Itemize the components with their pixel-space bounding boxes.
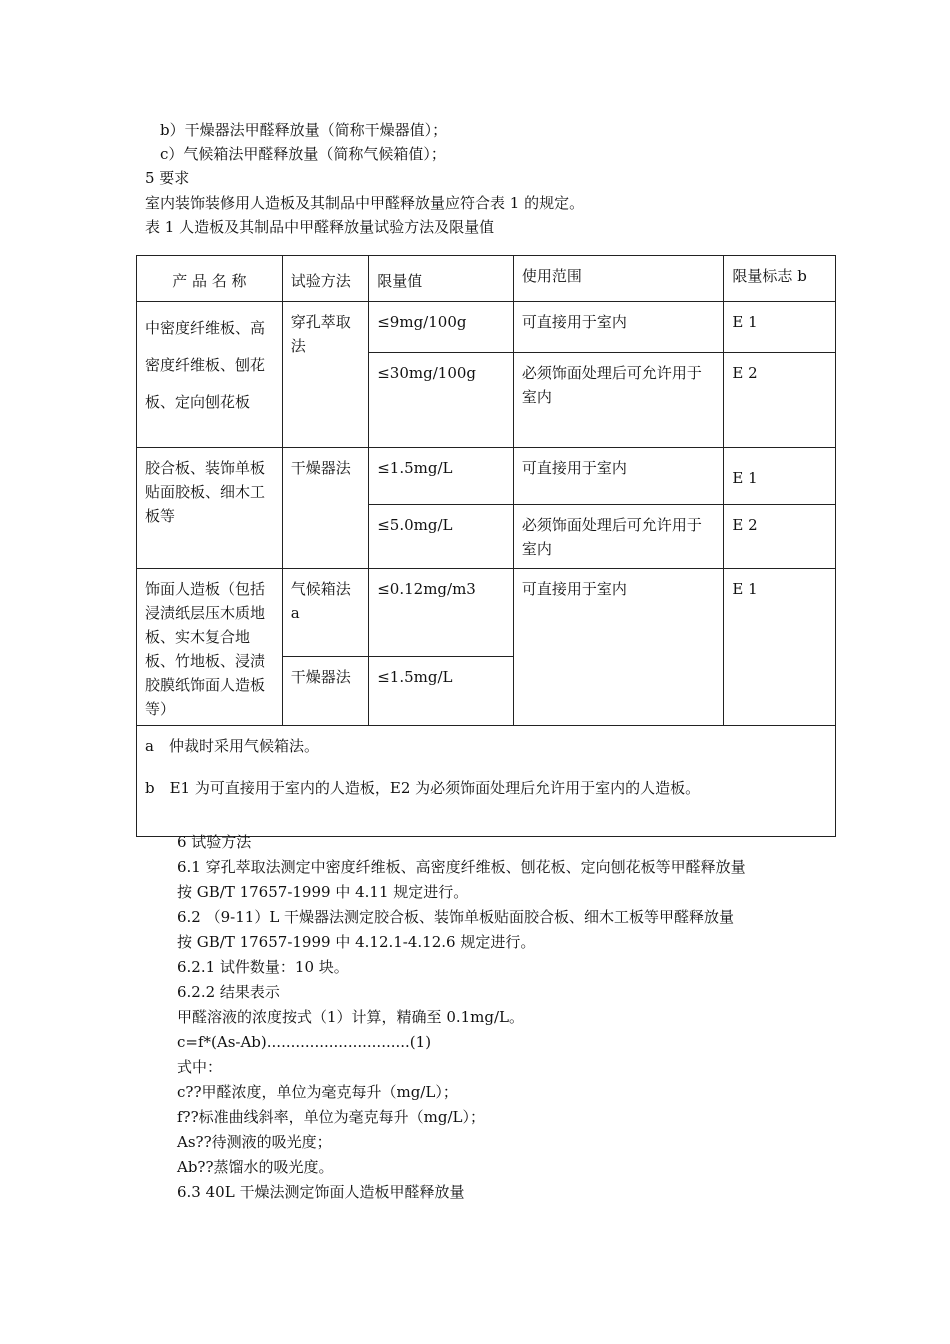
body-line: 6.2.2 结果表示: [177, 983, 280, 1001]
method-cell: 干燥器法: [282, 448, 369, 569]
section-heading: 6 试验方法: [177, 833, 252, 851]
table-notes-row: [137, 726, 836, 837]
header-product: 产 品 名 称: [137, 256, 283, 302]
body-line: 6.1 穿孔萃取法测定中密度纤维板、高密度纤维板、刨花板、定向刨花板等甲醛释放量: [177, 858, 746, 876]
limits-table: [136, 255, 836, 837]
table-row: [137, 302, 836, 353]
limit-cell: ≤0.12mg/m3: [369, 569, 514, 657]
product-cell: 中密度纤维板、高密度纤维板、刨花板、定向刨花板: [137, 302, 283, 448]
intro-line: c）气候箱法甲醛释放量（简称气候箱值）；: [160, 145, 446, 163]
table-row: [137, 569, 836, 657]
body-line: Ab??蒸馏水的吸光度。: [177, 1158, 334, 1176]
limit-cell: ≤9mg/100g: [369, 302, 514, 353]
scope-cell: 可直接用于室内: [513, 302, 724, 353]
body-line: 式中：: [177, 1058, 223, 1076]
table-note: a 仲裁时采用气候箱法。: [145, 737, 319, 755]
mark-cell: E 1: [724, 302, 836, 353]
header-limit: 限量值: [369, 256, 514, 302]
body-line: 6.2 （9-11）L 干燥器法测定胶合板、装饰单板贴面胶合板、细木工板等甲醛释放量: [177, 908, 735, 926]
scope-cell: 必须饰面处理后可允许用于室内: [513, 353, 724, 448]
body-line: 甲醛溶液的浓度按式（1）计算，精确至 0.1mg/L。: [177, 1008, 525, 1026]
intro-line: b）干燥器法甲醛释放量（简称干燥器值）；: [160, 121, 448, 139]
mark-cell: E 1: [724, 448, 836, 505]
product-cell: 饰面人造板（包括浸渍纸层压木质地板、实木复合地板、竹地板、浸渍胶膜纸饰面人造板等）: [137, 569, 283, 726]
limit-cell: ≤30mg/100g: [369, 353, 514, 448]
table-row: [137, 448, 836, 505]
header-mark: 限量标志 b: [724, 256, 836, 302]
method-cell: 穿孔萃取法: [282, 302, 369, 448]
section-heading: 5 要求: [145, 169, 190, 187]
header-method: 试验方法: [282, 256, 369, 302]
body-line: 按 GB/T 17657-1999 中 4.11 规定进行。: [177, 883, 469, 901]
scope-cell: 可直接用于室内: [513, 569, 724, 726]
body-line: f??标准曲线斜率，单位为毫克每升（mg/L）；: [177, 1108, 485, 1126]
mark-cell: E 1: [724, 569, 836, 726]
formula: c=f*(As-Ab)..............................(1): [177, 1033, 432, 1051]
body-line: 按 GB/T 17657-1999 中 4.12.1-4.12.6 规定进行。: [177, 933, 536, 951]
intro-paragraph: 室内装饰装修用人造板及其制品中甲醛释放量应符合表 1 的规定。: [145, 194, 585, 212]
table-header-row: [137, 256, 836, 302]
section-heading: 6.3 40L 干燥法测定饰面人造板甲醛释放量: [177, 1183, 465, 1201]
method-cell: 气候箱法 a: [282, 569, 369, 657]
table-caption: 表 1 人造板及其制品中甲醛释放量试验方法及限量值: [145, 218, 495, 236]
body-line: 6.2.1 试件数量：10 块。: [177, 958, 349, 976]
scope-cell: 可直接用于室内: [513, 448, 724, 505]
mark-cell: E 2: [724, 353, 836, 448]
header-scope: 使用范围: [513, 256, 724, 302]
scope-cell: 必须饰面处理后可允许用于室内: [513, 505, 724, 569]
limit-cell: ≤5.0mg/L: [369, 505, 514, 569]
body-line: As??待测液的吸光度；: [177, 1133, 332, 1151]
method-cell: 干燥器法: [282, 657, 369, 726]
limit-cell: ≤1.5mg/L: [369, 448, 514, 505]
body-line: c??甲醛浓度，单位为毫克每升（mg/L）；: [177, 1083, 458, 1101]
table-notes: [137, 726, 836, 837]
product-cell: 胶合板、装饰单板贴面胶板、细木工板等: [137, 448, 283, 569]
table-note: b E1 为可直接用于室内的人造板，E2 为必须饰面处理后允许用于室内的人造板。: [145, 779, 701, 797]
limit-cell: ≤1.5mg/L: [369, 657, 514, 726]
mark-cell: E 2: [724, 505, 836, 569]
